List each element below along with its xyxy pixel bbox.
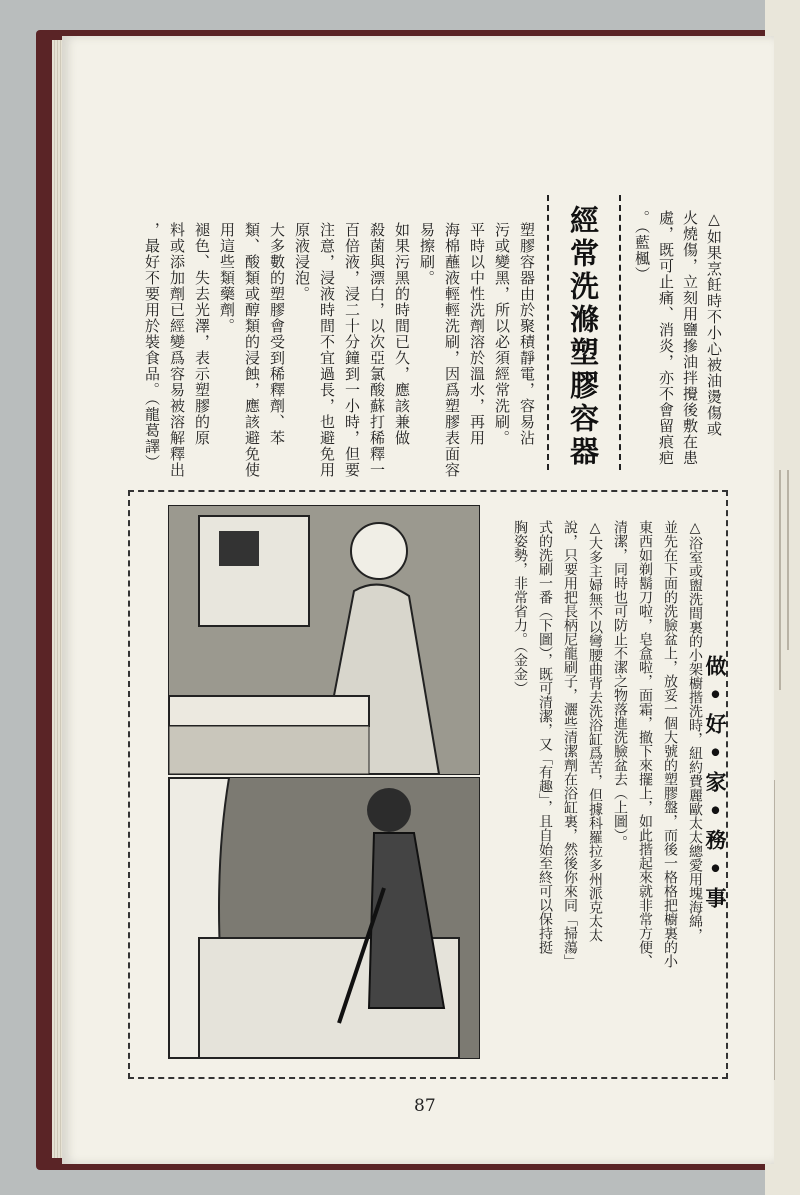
illustration-bathtub: [168, 777, 480, 1059]
bottom-line: 說，只要用把長柄尼龍刷子，灑些清潔劑在浴缸裏，然後你來同「掃蕩」: [562, 520, 578, 968]
article-line: 用這些類藥劑。: [218, 222, 236, 334]
note-line: △如果烹飪時不小心被油燙傷或: [705, 210, 723, 437]
note-line: 火燒傷，立刻用鹽摻油拌攪後敷在患: [681, 210, 699, 466]
article-line: 易擦刷。: [418, 222, 436, 286]
article-line: 大多數的塑膠會受到稀釋劑、苯: [268, 222, 286, 446]
article-line: 料或添加劑已經變爲容易被溶解釋出: [168, 222, 186, 478]
article-line: ，最好不要用於裝食品。（龍葛譯）: [143, 222, 161, 471]
article-line: 原液浸泡。: [293, 222, 311, 302]
bottom-line: 式的洗刷一番（下圖），既可清潔，又「有趣」，且自始至終可以保持挺: [537, 520, 553, 954]
article-title: 經常洗滌塑膠容器: [566, 205, 600, 469]
illustration-cabinet: [168, 505, 480, 775]
note-line: 處，既可止痛、消炎，亦不會留痕疤: [657, 210, 675, 466]
article-line: 褪色、失去光澤，表示塑膠的原: [193, 222, 211, 446]
bottom-line: 胸姿勢，非常省力。（金金）: [512, 520, 528, 695]
article-line: 百倍液，浸二十分鐘到一小時，但要: [343, 222, 361, 478]
article-line: 殺菌與漂白，以次亞氯酸蘇打稀釋一: [368, 222, 386, 478]
article-line: 類、酸類或醇類的浸蝕，應該避免使: [243, 222, 261, 478]
bottom-line: △浴室或盥洗間裏的小架櫥揩洗時，紐約費麗歐太太總愛用塊海綿，: [687, 520, 703, 942]
bottom-line: 並先在下面的洗臉盆上，放妥一個大號的塑膠盤，而後一格格把櫥裏的小: [662, 520, 678, 968]
bottom-line: 清潔，同時也可防止不潔之物落進洗臉盆去（上圖）。: [612, 520, 628, 849]
section-title: 做•好•家•務•事: [703, 655, 728, 914]
article-line: 污或變黑，所以必須經常洗刷。: [493, 222, 511, 446]
page-number: 87: [414, 1096, 436, 1116]
bottom-line: △大多主婦無不以彎腰曲背去洗浴缸爲苦，但據科羅拉多州派克太太: [587, 520, 603, 942]
article-line: 海棉蘸液輕輕洗刷，因爲塑膠表面容: [443, 222, 461, 478]
bottom-line: 東西如剃鬍刀啦，皂盒啦，面霜，撤下來擺上，如此揩起來就非常方便、: [637, 520, 653, 968]
article-line: 平時以中性洗劑溶於溫水，再用: [468, 222, 486, 446]
article-line: 如果污黑的時間已久，應該兼做: [393, 222, 411, 446]
article-line: 塑膠容器由於聚積靜電，容易沾: [518, 222, 536, 446]
article-line: 注意，浸液時間不宜過長，也避免用: [318, 222, 336, 478]
note-line: 。（藍楓）: [633, 210, 651, 283]
